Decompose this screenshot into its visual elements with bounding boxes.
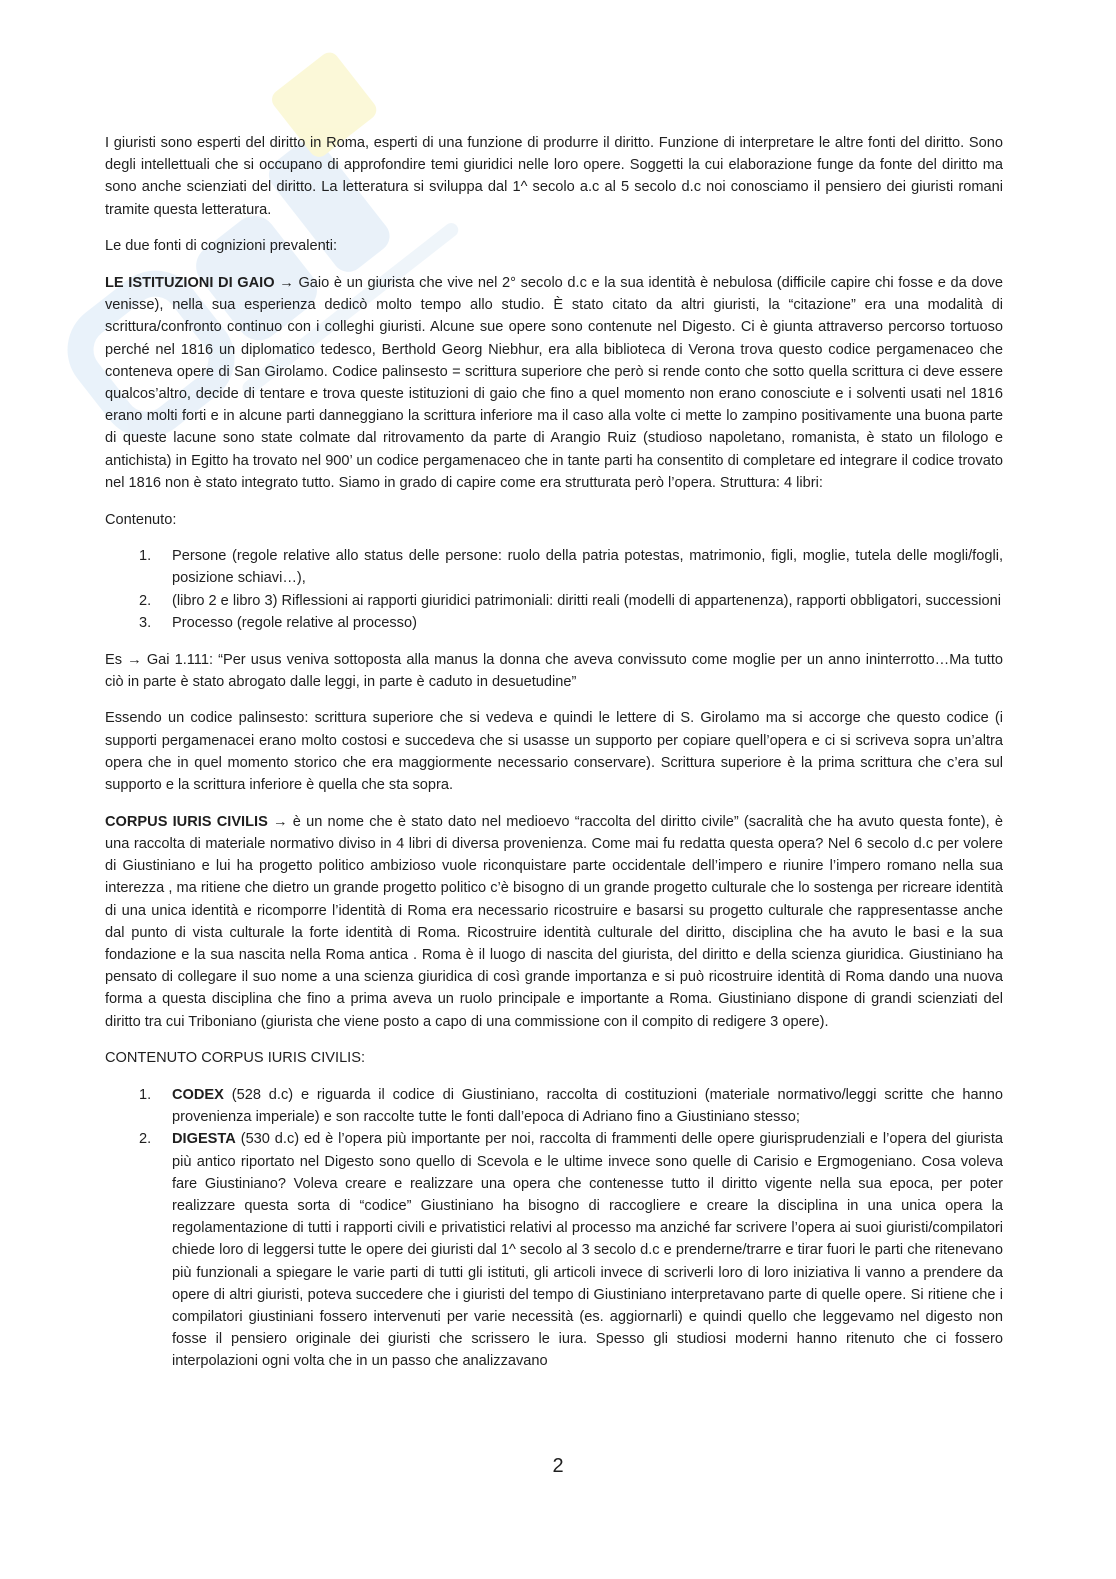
digesta-label: DIGESTA [172,1131,236,1148]
list-item-text: Persone (regole relative allo status delle persone: ruolo della patria potestas, matrimonio, figli, moglie, tutela delle mogli/fogli, posizione schiavi…), [172,548,1003,587]
list-number: 2. [139,592,152,609]
gaio-text: Gaio è un giurista che vive nel 2° secolo d.c e la sua identità è nebulosa (difficile capire chi fosse e da dove venisse), nella sua esperienza dedicò molto tempo allo studio. È stato citato da altri giuristi, la “citazione” era una modalità di scrittura/confronto continuo con i colleghi giuristi. Alcune sue opere sono contenute nel Digesto. Ci è giunta attraverso percorso tortuoso perché nel 1816 un diplomatico tedesco, Berthold Georg Niebhur, era alla biblioteca di Verona trova questo codice pergamenaceo che conteneva opere di San Girolamo. Codice palinsesto = scrittura superiore che però si rende conto che sotto quella scrittura ci deve essere qualcos’altro, decide di tentare e trova queste istituzioni di gaio che fino a quel momento non erano conosciute e i solventi usati nel 1816 erano molti forti e in alcune parti danneggiano la scrittura inferiore ma il caso alla volte ci mette lo zampino positivamente una buona parte di queste lacune sono state colmate dal ritrovamento da parte di Arangio Ruiz (studioso napoletano, romanista, è stato un filologo e antichista) in Egitto ha trovato nel 900’ un codice pergamenaceo che in tante parti ha consentito di completare ed integrare il codice trovato nel 1816 non è stato integrato tutto. Siamo in grado di capire come era strutturata però l’opera. Struttura: 4 libri: [105,275,1004,491]
corpus-paragraph [105,811,1003,1033]
list-item-text: (528 d.c) e riguarda il codice di Giustiniano, raccolta di costituzioni (materiale normativo/leggi scritte che hanno provenienza imperiale) e son raccolte tutte le fonti dall’epoca di Adriano fino a Giustiniano stesso; [172,1087,1004,1126]
corpus-text: è un nome che è stato dato nel medioevo “raccolta del diritto civile” (sacralità che ha avuto questa fonte), è una raccolta di materiale normativo diviso in 4 libri di diversa provenienza. Come mai fu redatta questa opera? Nel 6 secolo d.c per volere di Giustiniano e lui ha progetto politico ambizioso vuole riconquistare parte occidentale dell’impero e riunire l’impero romano nella sua interezza , ma ritiene che dietro un grande progetto politico c’è bisogno di un grande progetto culturale che lo sostenga per ricreare identità di una unica identità e ricomporre l’identità di Roma era necessario ricostruire e basarsi su progetto culturale che rappresentasse anche dal punto di vista culturale la forte identità di Roma. Ricostruire identità culturale del diritto, disciplina che ha avuto le basi e la sua fondazione e la sua nascita nella Roma antica . Roma è il luogo di nascita del giurista, del diritto e della scienza giuridica. Giustiniano ha pensato di collegare il suo nome a una scienza giuridica di così grande importanza e si può ricostruire identità di Roma dando una nuova forma a questa disciplina che fino a prima aveva un ruolo principale e importante a Roma. Giustiniano dispone di grandi scienziati del diritto tra cui Triboniano (giurista che viene posto a capo di una commissione con il compito di redigere 3 opere). [105,813,1003,1030]
contenuto-heading: Contenuto: [105,511,177,528]
document-body [105,132,1003,1387]
list-item [105,545,1003,589]
example-prefix: Es [105,651,123,668]
list-number: 1. [139,1087,152,1104]
list-number: 3. [139,614,152,631]
arrow-icon: → [279,275,294,292]
intro-paragraph: I giuristi sono esperti del diritto in Roma, esperti di una funzione di produrre il diritto. Funzione di interpretare le altre fonti del diritto. Sono degli intellettuali che si occupano di approfondire temi giuridici nelle loro opere. Soggetti la cui elaborazione funge da fonte del diritto ma sono anche scienziati del diritto. La letteratura si sviluppa dal 1^ secolo a.c al 5 secolo d.c noi conosciamo il pensiero dei giuristi romani tramite questa letteratura. [105,135,1003,218]
arrow-icon: → [127,651,142,668]
sources-heading: Le due fonti di cognizioni prevalenti: [105,238,338,255]
gaio-content-list [105,545,1003,634]
list-item [105,590,1003,612]
example-paragraph [105,649,1003,693]
gaio-paragraph [105,272,1003,494]
list-number: 2. [139,1131,152,1148]
palinsesto-paragraph: Essendo un codice palinsesto: scrittura superiore che si vedeva e quindi le lettere di S. Girolamo ma si accorge che questo codice (i supporti pergamenacei erano molto costosi e succedeva che si usasse un supporto per copiare quell’opera e ci si scriveva sopra un’altra opera che in quel momento storico che era maggiormente necessario conservare). Scrittura superiore è la prima scrittura che c’era sul supporto e la scrittura inferiore è quella che sta sopra. [105,710,1003,794]
corpus-label: CORPUS IURIS CIVILIS [105,813,268,830]
list-number: 1. [139,548,152,565]
codex-label: CODEX [172,1087,224,1104]
arrow-icon: → [273,813,288,830]
list-item-text: Processo (regole relative al processo) [172,614,417,631]
example-text: Gai 1.111: “Per usus veniva sottoposta alla manus la donna che aveva convissuto come moglie per un anno ininterrotto…Ma tutto ciò in parte è stato abrogato dalle leggi, in parte è caduto in desuetudine” [105,651,1004,690]
corpus-content-list [105,1084,1003,1373]
page-number: 2 [552,1455,564,1477]
corpus-heading: CONTENUTO CORPUS IURIS CIVILIS: [105,1050,366,1067]
gaio-label: LE ISTITUZIONI DI GAIO [105,275,275,292]
list-item [105,1128,1003,1372]
list-item-text: (530 d.c) ed è l’opera più importante per noi, raccolta di frammenti delle opere giurisprudenziali e l’opera del giurista più antico riportato nel Digesto sono quello di Scevola e le ultime invece sono quelle di Carisio e Ergmogeniano. Cosa voleva fare Giustiniano? Voleva creare e realizzare una opera che contenesse tutto il diritto vigente nella sua epoca, per poter realizzare questa sorta di “codice” Giustiniano ha bisogno di raccogliere e creare la disciplina in una unica opera la regolamentazione di tutti i rapporti civili e privatistici relativi al processo ma anziché far scrivere l’opera ai suoi giuristi/compilatori chiede loro di leggersi tutte le opere dei giuristi dal 1^ secolo al 3 secolo d.c e prenderne/trarre e tirar fuori le parti che ritenevano più funzionali a spiegare le varie parti di tutti gli istituti, gli articoli invece di scriverli loro di loro iniziativa li vanno a prendere da opere di altri giuristi, poteva succedere che i giuristi del tempo di Giustiniano interpretavano parte di quelle opere. Si ritiene che i compilatori giustiniani fossero intervenuti per varie necessità (es. aggiornarli) e quindi quello che leggevamo nel digesto non fosse il pensiero originale dei giuristi che scrissero le iura. Spesso gli studiosi moderni hanno ritenuto che ci fossero interpolazioni ogni volta che in un passo che analizzavano [172,1131,1003,1370]
list-item-text: (libro 2 e libro 3) Riflessioni ai rapporti giuridici patrimoniali: diritti reali (modelli di appartenenza), rapporti obbligatori, successioni [172,592,1001,609]
list-item [105,612,1003,634]
list-item [105,1084,1003,1128]
